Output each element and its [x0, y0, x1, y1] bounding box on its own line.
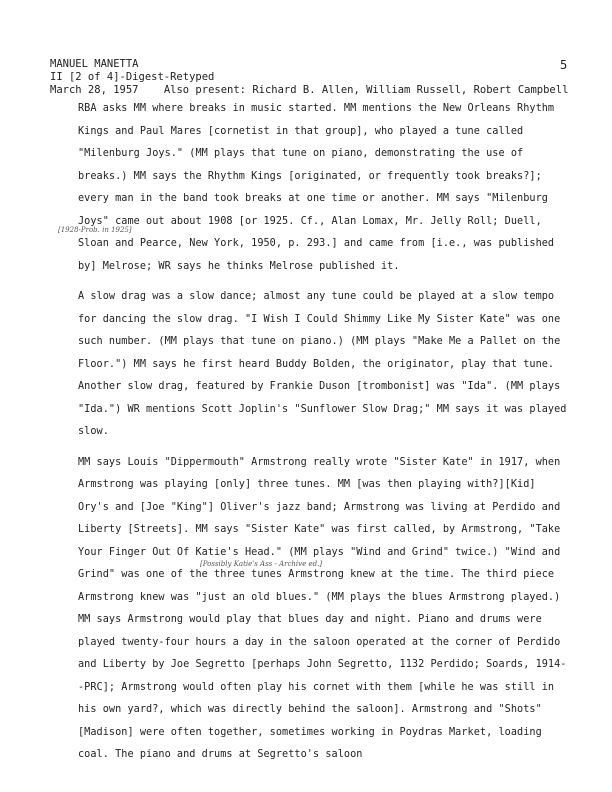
- interviewee-name: MANUEL MANETTA: [50, 58, 139, 70]
- tape-part: II [2 of 4]-Digest-Retyped: [50, 71, 215, 83]
- paragraph-sister-kate: MM says Louis "Dippermouth" Armstrong really wrote "Sister Kate" in 1917, when Armstrong was playing [only] three tunes. MM [was then playing with?][Kid] Ory's and [Joe "King"] Oliver's jazz band; Armstrong was living at Perdido and Liberty [Streets]. MM says "Sister Kate" was first called, by Armstrong, "Take Your Finger Out Of Katie's Head." (MM plays "Wind and Grind" twice.) "Wind and Grind" was one of the three tunes Armstrong knew at the time. The third piece Armstrong knew was "just an old blues." (MM plays the blues Armstrong played.) MM says Armstrong would play that blues day and night. Piano and drums were played twenty-four hours a day in the saloon operated at the corner of Perdido and Liberty by Joe Segretto [perhaps John Segretto, 1132 Perdido; Soards, 1914--PRC]; Armstrong would often play his cornet with them [while he was still in his own yard?, which was directly behind the saloon]. Armstrong and "Shots" [Madison] were often together, sometimes working in Poydras Market, loading coal. The piano and drums at Segretto's saloon: [78, 456, 567, 760]
- handwritten-annotation-date: [1928-Prob. in 1925]: [58, 226, 132, 234]
- handwritten-annotation-title: [Possibly Katie's Ass - Archive ed.]: [200, 560, 323, 568]
- paragraph-slow-drag: A slow drag was a slow dance; almost any tune could be played at a slow tempo for dancing the slow drag. "I Wish I Could Shimmy Like My Sister Kate" was one such number. (MM plays that tune on piano.) (MM plays "Make Me a Pallet on the Floor.") MM says he first heard Buddy Bolden, the originator, play that tune. Another slow drag, featured by Frankie Duson [trombonist] was "Ida". (MM plays "Ida.") WR mentions Scott Joplin's "Sunflower Slow Drag;" MM says it was played slow.: [78, 291, 567, 437]
- paragraph-breaks: RBA asks MM where breaks in music started. MM mentions the New Orleans Rhythm Kings and Paul Mares [cornetist in that group], who played a tune called "Milenburg Joys." (MM plays that tune on piano, demonstrating the use of breaks.) MM says the Rhythm Kings [originated, or frequently took breaks?]; every man in the band took breaks at one time or another. MM says "Milenburg Joys" came out about 1908 [or 1925. Cf., Alan Lomax, Mr. Jelly Roll; Duell, Sloan and Pearce, New York, 1950, p. 293.] and came from [i.e., was published by] Melrose; WR says he thinks Melrose published it.: [78, 103, 555, 272]
- document-header: [50, 58, 568, 97]
- date-and-present: [50, 84, 568, 97]
- interview-date: March 28, 1957: [50, 84, 139, 96]
- page-number: 5: [560, 58, 568, 72]
- document-body: [50, 98, 570, 767]
- present-list: Also present: Richard B. Allen, William Russell, Robert Campbell: [163, 84, 569, 96]
